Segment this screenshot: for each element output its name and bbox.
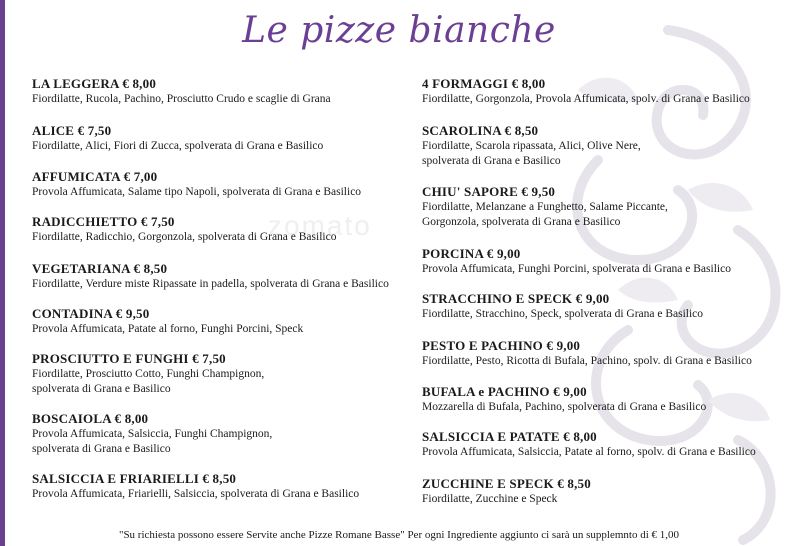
menu-item-description: Fiordilatte, Alici, Fiori di Zucca, spolverata di Grana e Basilico <box>32 140 324 152</box>
menu-item-name: ZUCCHINE E SPECK € 8,50 <box>422 476 591 491</box>
menu-item-description: Fiordilatte, Melanzane a Funghetto, Salame Piccante, <box>422 201 668 213</box>
menu-item-description: Provola Affumicata, Salame tipo Napoli, spolverata di Grana e Basilico <box>32 186 362 198</box>
menu-item-name: PESTO E PACHINO € 9,00 <box>422 338 581 353</box>
left-border <box>0 0 5 546</box>
menu-item <box>32 306 424 337</box>
menu-item-description: Fiordilatte, Stracchino, Speck, spolverata di Grana e Basilico <box>422 308 704 320</box>
watermark: zomato <box>268 210 372 241</box>
menu-item-name: SALSICCIA E FRIARIELLI € 8,50 <box>32 471 237 486</box>
menu-item <box>32 471 424 502</box>
menu-item <box>422 476 798 507</box>
menu-item <box>422 338 798 369</box>
menu-item-description: Fiordilatte, Pesto, Ricotta di Bufala, Pachino, spolv. di Grana e Basilico <box>422 355 752 367</box>
menu-item-name: 4 FORMAGGI € 8,00 <box>422 76 546 91</box>
menu-item <box>422 384 798 415</box>
menu-item-name: LA LEGGERA € 8,00 <box>32 76 157 91</box>
menu-item-description: Mozzarella di Bufala, Pachino, spolverata di Grana e Basilico <box>422 401 707 413</box>
menu-item-description: Fiordilatte, Zucchine e Speck <box>422 493 558 505</box>
menu-item <box>32 76 424 107</box>
menu-item-name: BUFALA e PACHINO € 9,00 <box>422 384 587 399</box>
menu-item-name: BOSCAIOLA € 8,00 <box>32 411 149 426</box>
menu-item <box>32 261 424 292</box>
menu-item-name: PORCINA € 9,00 <box>422 246 521 261</box>
menu-item <box>422 76 798 107</box>
menu-item-description: Fiordilatte, Rucola, Pachino, Prosciutto Crudo e scaglie di Grana <box>32 93 331 105</box>
menu-item-description: Provola Affumicata, Patate al forno, Funghi Porcini, Speck <box>32 323 304 335</box>
menu-item-description: Provola Affumicata, Funghi Porcini, spolverata di Grana e Basilico <box>422 263 731 275</box>
menu-item-name: RADICCHIETTO € 7,50 <box>32 214 175 229</box>
menu-item-name: PROSCIUTTO E FUNGHI € 7,50 <box>32 351 226 366</box>
menu-item-description: Fiordilatte, Gorgonzola, Provola Affumicata, spolv. di Grana e Basilico <box>422 93 750 105</box>
menu-item-name: AFFUMICATA € 7,00 <box>32 169 158 184</box>
footer-note: "Su richiesta possono essere Servite anche Pizze Romane Basse" Per ogni Ingrediente aggiunto ci sarà un supplemnto di € 1,00 <box>118 529 680 541</box>
page-title: Le pizze bianche <box>242 10 556 51</box>
menu-item <box>422 123 798 169</box>
menu-item-description: spolverata di Grana e Basilico <box>32 443 171 455</box>
menu-item-name: VEGETARIANA € 8,50 <box>32 261 168 276</box>
menu-item <box>422 184 798 230</box>
menu-item-description: Fiordilatte, Prosciutto Cotto, Funghi Champignon, <box>32 368 265 380</box>
menu-item-description: spolverata di Grana e Basilico <box>32 383 171 395</box>
menu-item <box>422 429 798 460</box>
menu-item-description: spolverata di Grana e Basilico <box>422 155 561 167</box>
menu-item-description: Fiordilatte, Radicchio, Gorgonzola, spolverata di Grana e Basilico <box>32 231 337 243</box>
menu-item <box>32 351 424 397</box>
menu-item-description: Fiordilatte, Scarola ripassata, Alici, Olive Nere, <box>422 140 641 152</box>
menu-item <box>422 291 798 322</box>
menu-item <box>32 214 424 245</box>
menu-item-name: CONTADINA € 9,50 <box>32 306 150 321</box>
menu-item-name: SCAROLINA € 8,50 <box>422 123 539 138</box>
menu-item-description: Gorgonzola, spolverata di Grana e Basilico <box>422 216 621 228</box>
menu-item-description: Provola Affumicata, Salsiccia, Funghi Champignon, <box>32 428 273 440</box>
menu-item-description: Provola Affumicata, Salsiccia, Patate al forno, spolv. di Grana e Basilico <box>422 446 756 458</box>
menu-item-name: CHIU' SAPORE € 9,50 <box>422 184 556 199</box>
menu-item <box>32 411 424 457</box>
menu-item <box>422 246 798 277</box>
menu-item-name: STRACCHINO E SPECK € 9,00 <box>422 291 610 306</box>
menu-item <box>32 123 424 154</box>
menu-item-description: Provola Affumicata, Friarielli, Salsiccia, spolverata di Grana e Basilico <box>32 488 360 500</box>
menu-item-description: Fiordilatte, Verdure miste Ripassate in padella, spolverata di Grana e Basilico <box>32 278 389 290</box>
menu-item-name: SALSICCIA E PATATE € 8,00 <box>422 429 597 444</box>
menu-item-name: ALICE € 7,50 <box>32 123 112 138</box>
menu-item <box>32 169 424 200</box>
